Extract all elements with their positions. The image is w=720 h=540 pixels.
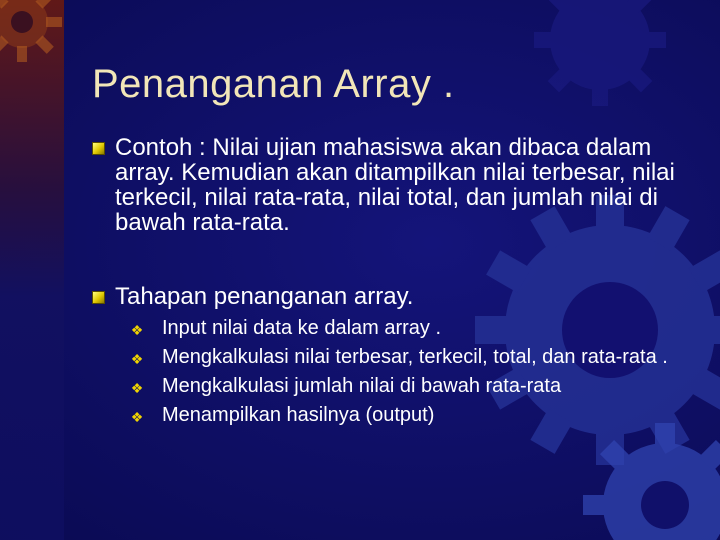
- sub-bullet-text: Mengkalkulasi nilai terbesar, terkecil, total, dan rata-rata .: [162, 346, 668, 368]
- bullet-text: Tahapan penanganan array.: [115, 283, 414, 310]
- sub-bullet-text: Mengkalkulasi jumlah nilai di bawah rata-rata: [162, 375, 562, 397]
- square-bullet-icon: [92, 142, 105, 155]
- sub-bullet-text: Menampilkan hasilnya (output): [162, 404, 435, 426]
- sub-bullet-item: [129, 347, 689, 370]
- bullet-item: [92, 135, 712, 235]
- diamond-bullet-icon: ❖: [130, 409, 144, 425]
- sub-bullet-list: [129, 318, 689, 428]
- square-bullet-icon: [92, 291, 105, 304]
- gear-icon: [0, 0, 62, 62]
- sub-bullet-text: Input nilai data ke dalam array .: [162, 317, 442, 339]
- diamond-bullet-icon: ❖: [130, 322, 144, 338]
- diamond-bullet-icon: ❖: [130, 380, 144, 396]
- sub-bullet-item: [129, 376, 689, 399]
- bullet-item: [92, 284, 712, 309]
- diamond-bullet-icon: ❖: [130, 351, 144, 367]
- sub-bullet-item: [129, 318, 689, 341]
- sub-bullet-item: [129, 405, 689, 428]
- slide-title: Penanganan Array .: [92, 62, 455, 106]
- bullet-text: Contoh : Nilai ujian mahasiswa akan dibaca dalam array. Kemudian akan ditampilkan nilai terbesar, nilai terkecil, nilai rata-rata, nilai total, dan jumlah nilai di bawah rata-rata.: [115, 134, 675, 236]
- gear-icon: [534, 0, 666, 106]
